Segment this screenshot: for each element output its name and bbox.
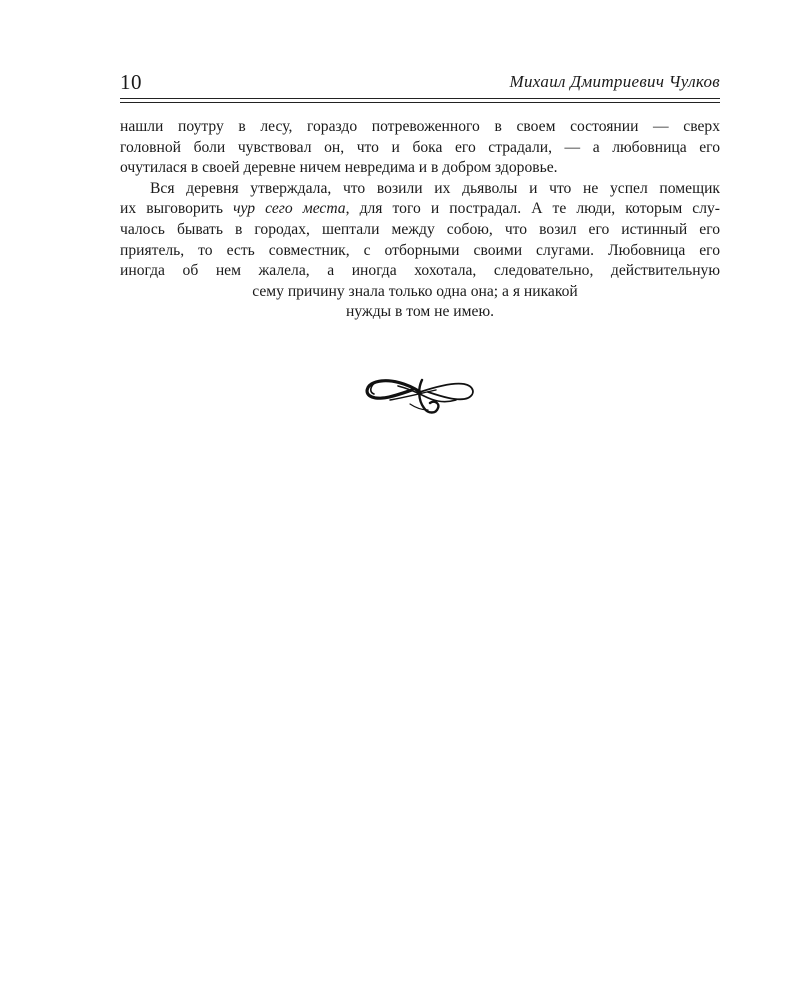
text-line: Вся деревня утверждала, что возили их дьяволы и что не успел помещик [150, 179, 720, 197]
header-rule-thick [120, 98, 720, 99]
text-line: головной боли чувствовал он, что и бока его страдали, — а любовница его [120, 138, 720, 156]
text-run: , для того и пострадал. А те люди, которым слу- [345, 200, 720, 218]
page-number: 10 [120, 70, 142, 94]
running-head: Михаил Дмитриевич Чулков [509, 72, 720, 91]
italic-phrase: чур сего места [233, 200, 346, 218]
text-line: сему причину знала только одна она; а я никакой [252, 282, 578, 300]
page-header [120, 68, 720, 96]
text-run: их выговорить [120, 200, 234, 218]
text-line: приятель, то есть совместник, с отборными своими слугами. Любовница его [120, 241, 720, 259]
text-line: нужды в том не имею. [345, 303, 494, 321]
text-line: чалось бывать в городах, шептали между собою, что возил его истинный его [120, 220, 720, 238]
text-line: иногда об нем жалела, а иногда хохотала, следовательно, действительную [120, 262, 720, 280]
body-text [120, 117, 720, 323]
text-line: нашли поутру в лесу, гораздо потревоженного в своем состоянии — сверх [120, 118, 720, 135]
text-line [120, 199, 720, 220]
flourish-ornament-icon [360, 370, 480, 420]
header-rule-thin [120, 102, 720, 103]
text-line: очутилася в своей деревне ничем невредима и в добром здоровье. [120, 159, 558, 177]
